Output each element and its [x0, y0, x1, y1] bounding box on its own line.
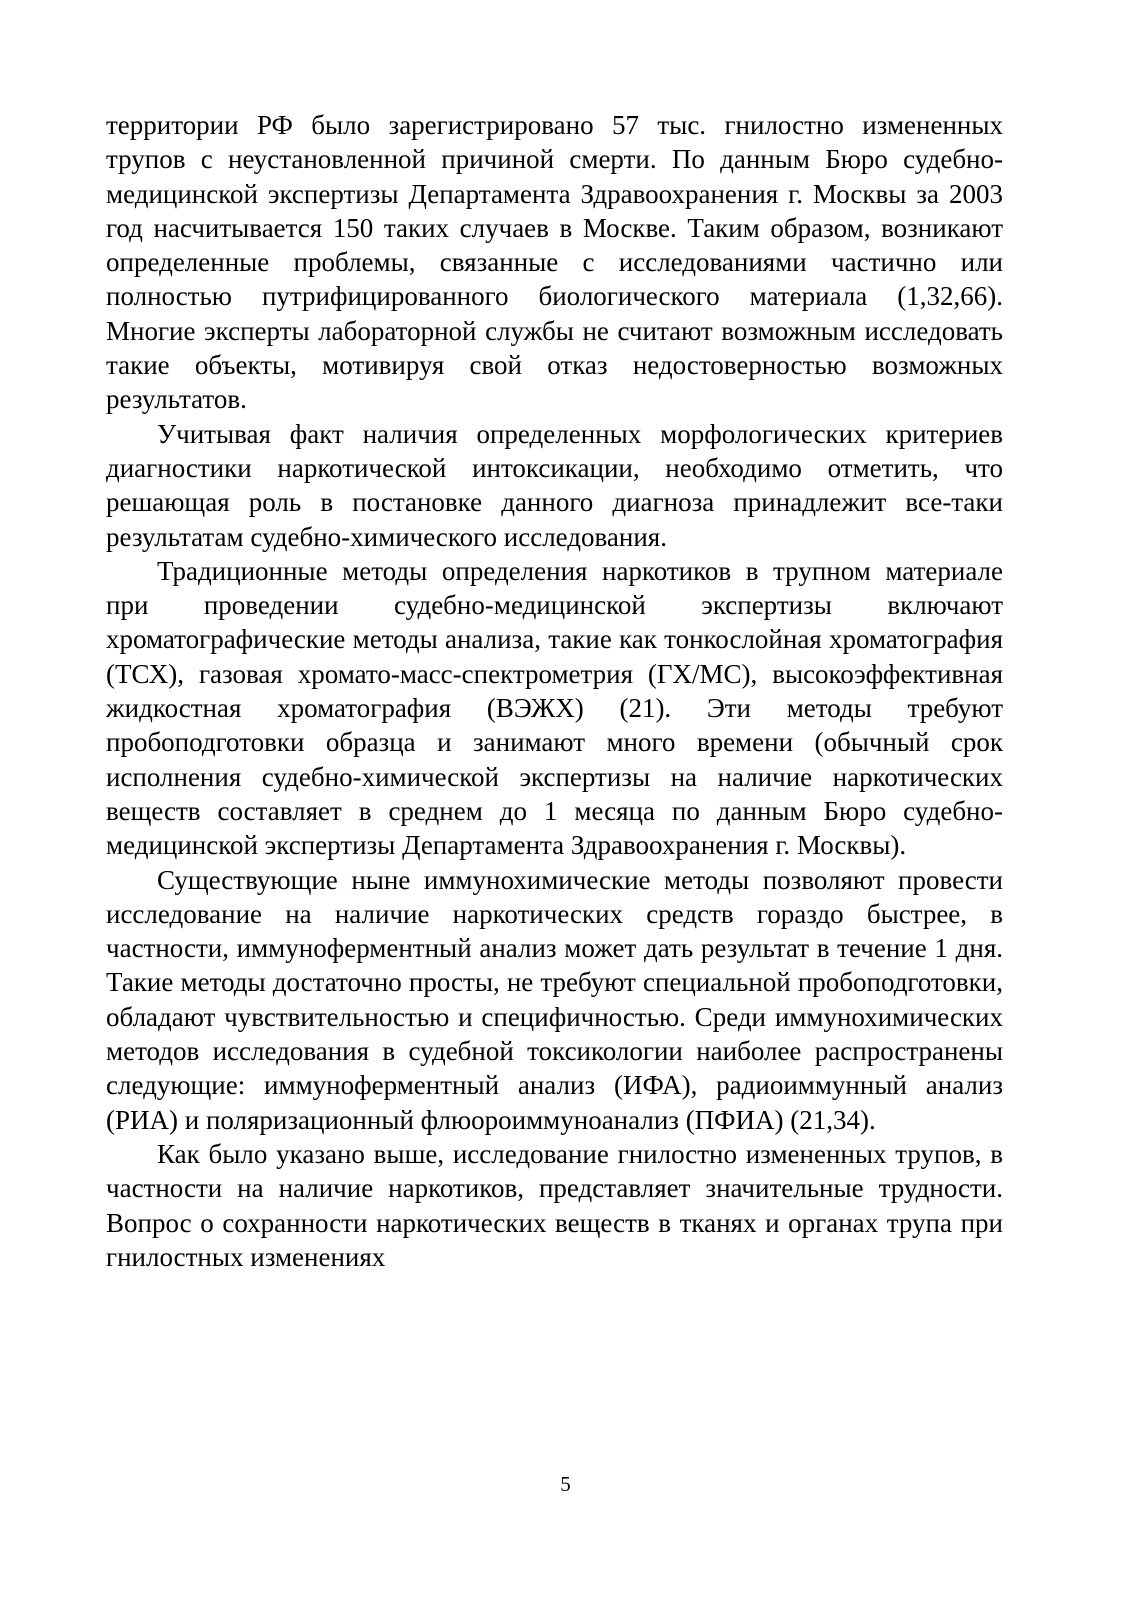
body-text	[106, 108, 1003, 1274]
paragraph-4: Существующие ныне иммунохимические методы позволяют провести исследование на наличие наркотических средств гораздо быстрее, в частности, иммуноферментный анализ может дать результат в течение 1 дня. Такие методы достаточно просты, не требуют специальной пробоподготовки, обладают чувствительностью и специфичностью. Среди иммунохимических методов исследования в судебной токсикологии наиболее распространены следующие: иммуноферментный анализ (ИФА), радиоиммунный анализ (РИА) и поляризационный флюороиммуноанализ (ПФИА) (21,34).	[106, 864, 1003, 1135]
paragraph-5: Как было указано выше, исследование гнилостно измененных трупов, в частности на наличие наркотиков, представляет значительные трудности. Вопрос о сохранности наркотических веществ в тканях и органах трупа при гнилостных изменениях	[106, 1138, 1003, 1272]
paragraph-2: Учитывая факт наличия определенных морфологических критериев диагностики наркотической интоксикации, необходимо отметить, что решающая роль в постановке данного диагноза принадлежит все-таки результатам судебно-химического исследования.	[106, 418, 1003, 552]
paragraph-1: территории РФ было зарегистрировано 57 тыс. гнилостно измененных трупов с неустановленной причиной смерти. По данным Бюро судебно-медицинской экспертизы Департамента Здравоохранения г. Москвы за 2003 год насчитывается 150 таких случаев в Москве. Таким образом, возникают определенные проблемы, связанные с исследованиями частично или полностью путрифицированного биологического материала (1,32,66). Многие эксперты лабораторной службы не считают возможным исследовать такие объекты, мотивируя свой отказ недостоверностью возможных результатов.	[106, 110, 1003, 415]
page-number: 5	[560, 1472, 571, 1496]
paragraph-3: Традиционные методы определения наркотиков в трупном материале при проведении судебно-медицинской экспертизы включают хроматографические методы анализа, такие как тонкослойная хроматография (ТСХ), газовая хромато-масс-спектрометрия (ГХ/МС), высокоэффективная жидкостная хроматография (ВЭЖХ) (21). Эти методы требуют пробоподготовки образца и занимают много времени (обычный срок исполнения судебно-химической экспертизы на наличие наркотических веществ составляет в среднем до 1 месяца по данным Бюро судебно-медицинской экспертизы Департамента Здравоохранения г. Москвы).	[106, 555, 1003, 861]
